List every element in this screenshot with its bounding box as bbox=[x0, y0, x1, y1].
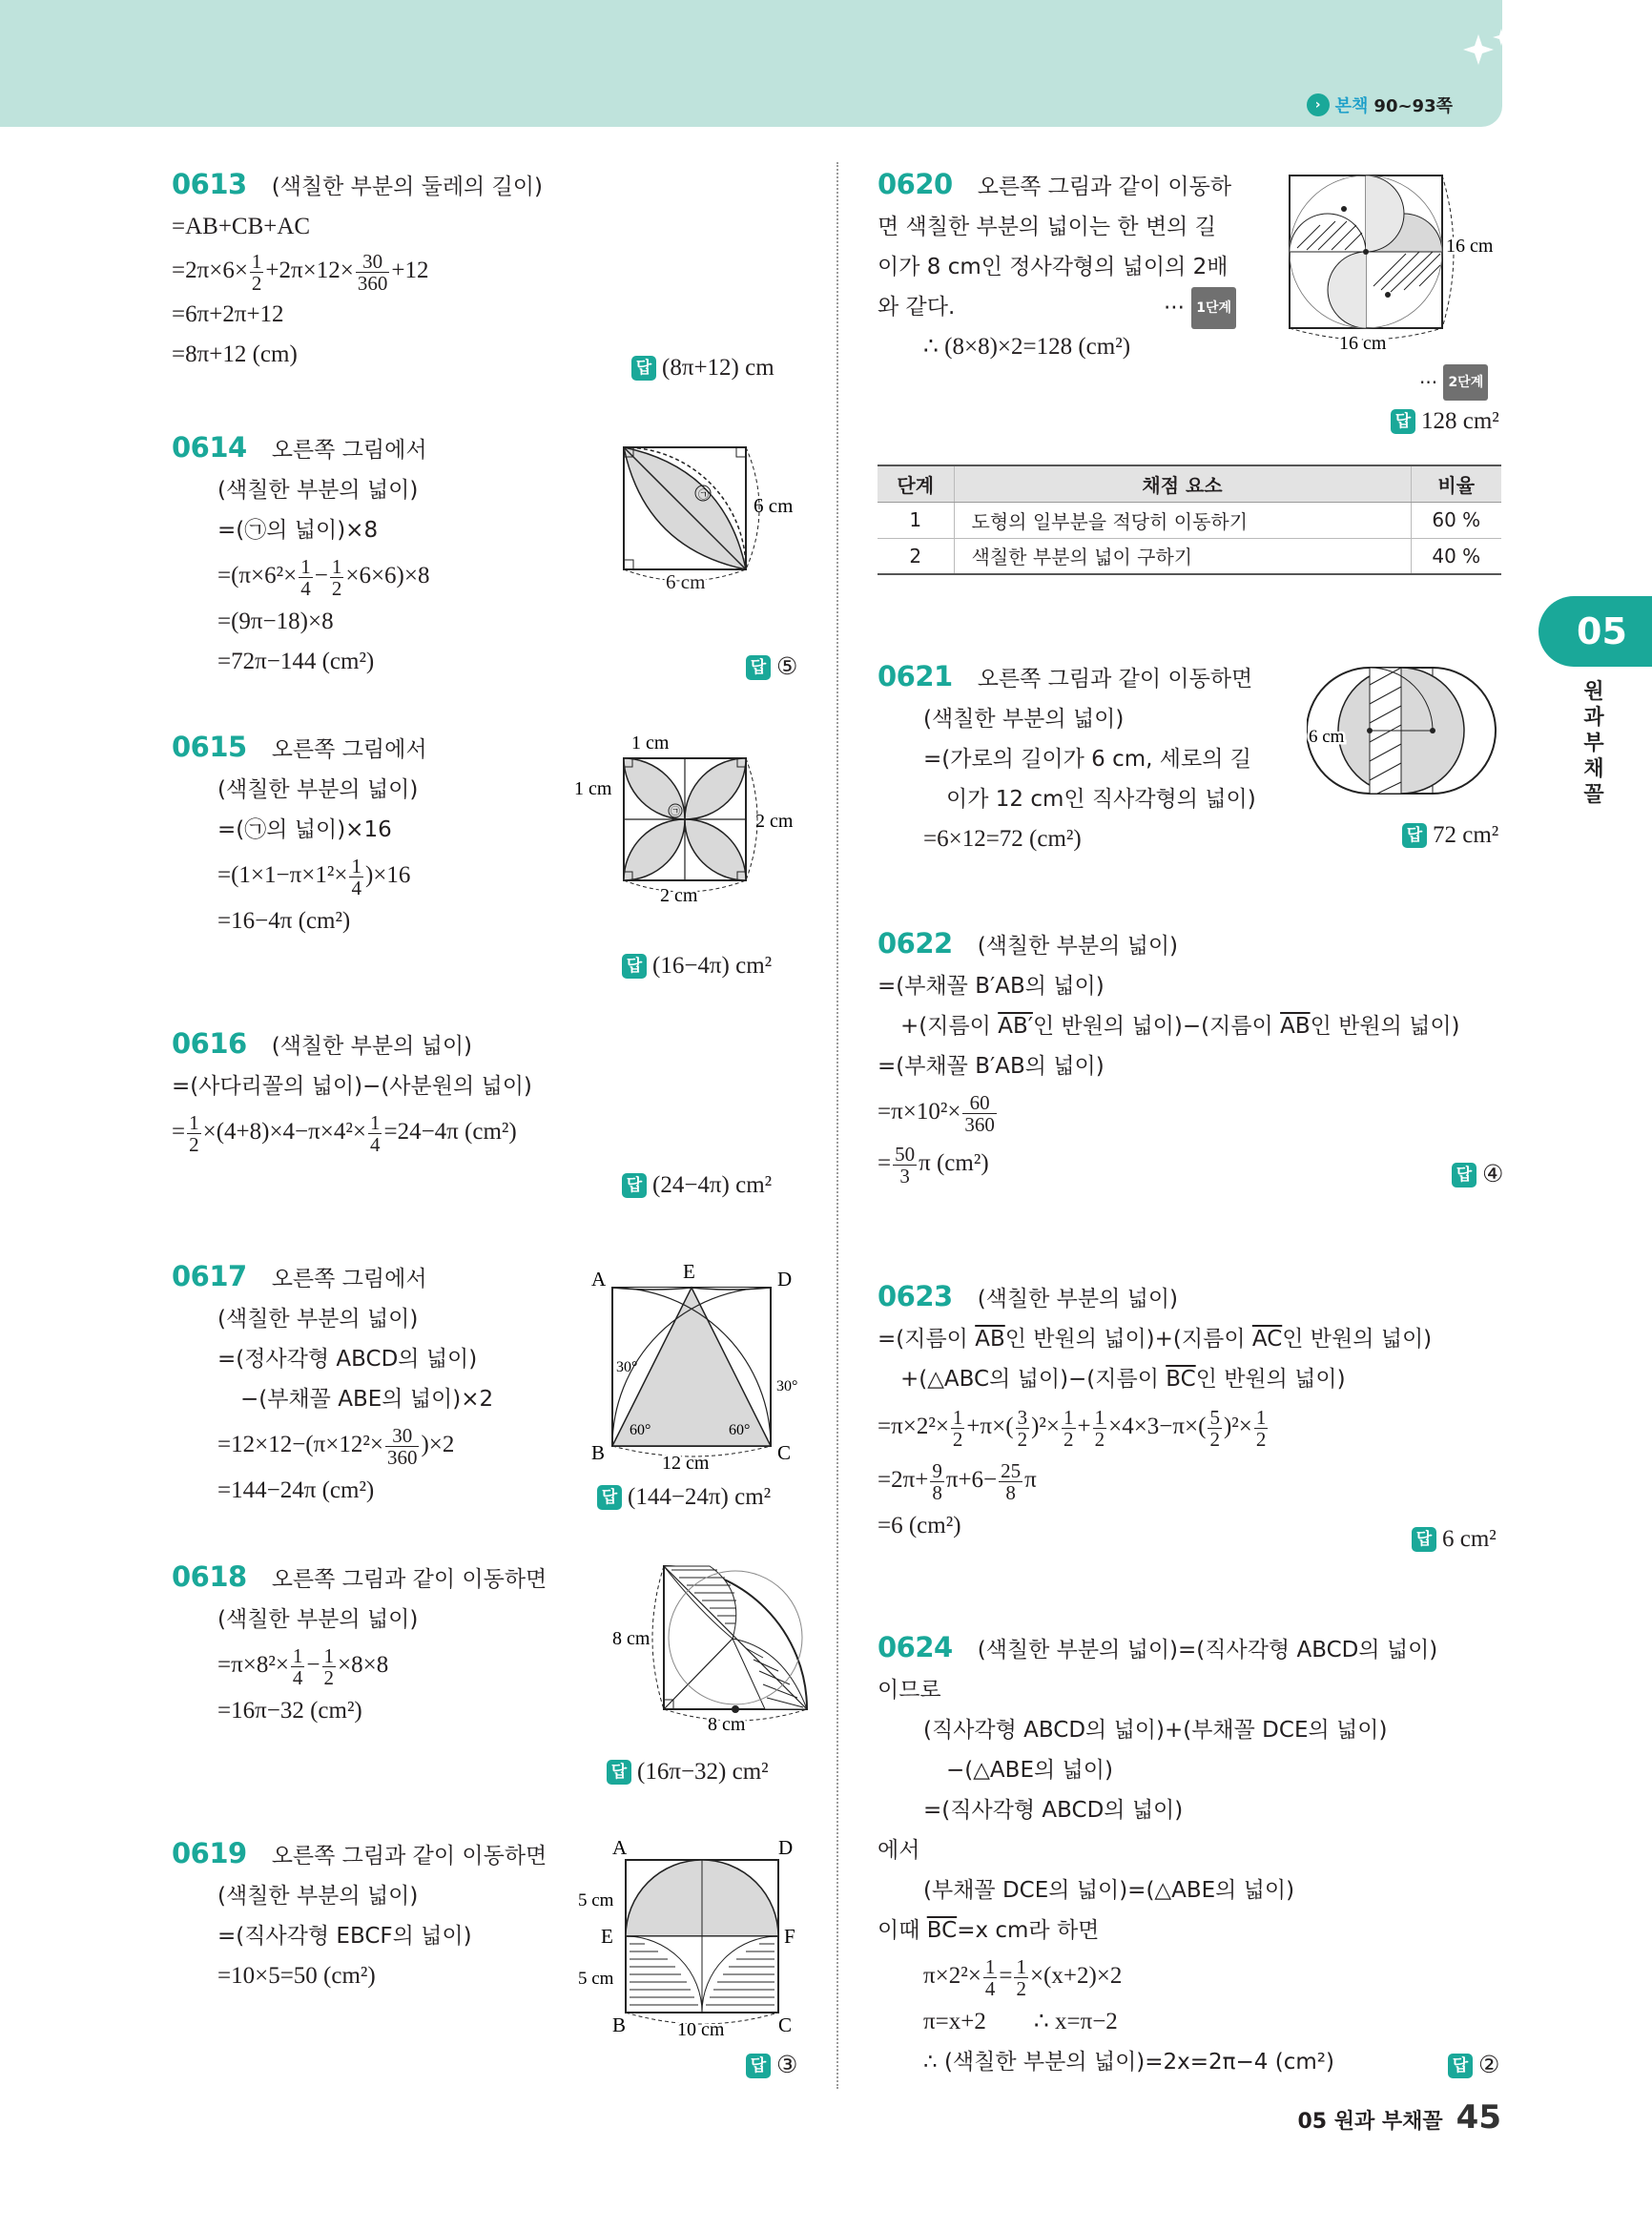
chapter-tab[interactable]: 05 bbox=[1538, 596, 1652, 667]
solution-line: (색칠한 부분의 넓이) bbox=[923, 707, 1125, 732]
solution-line: =(직사각형 EBCF의 넓이) bbox=[217, 1924, 472, 1949]
fraction: $\frac{1}{2}$ bbox=[323, 1643, 335, 1689]
answer-badge: 답 bbox=[746, 655, 771, 680]
solution-line: =12×12−(π×12²× $\frac{30}{360}$ )×2 bbox=[217, 1423, 455, 1469]
problem-0621 bbox=[878, 656, 1256, 859]
answer-badge: 답 bbox=[1448, 2054, 1473, 2078]
table-cell: 40 % bbox=[1411, 538, 1501, 574]
solution-line: −(△ABE의 넓이) bbox=[946, 1758, 1113, 1783]
problem-number: 0616 bbox=[172, 1027, 247, 1060]
table-cell: 색칠한 부분의 넓이 구하기 bbox=[954, 538, 1411, 574]
solution-line: (직사각형 ABCD의 넓이)+(부채꼴 DCE의 넓이) bbox=[923, 1718, 1388, 1743]
chapter-tab-title: 원과 부채꼴 bbox=[1583, 680, 1604, 807]
problem-number: 0622 bbox=[878, 927, 953, 960]
solution-line: =(1×1−π×1²× $\frac{1}{4}$ )×16 bbox=[217, 854, 411, 899]
footer-chapter: 05 원과 부채꼴 bbox=[1297, 2110, 1443, 2134]
solution-line: 오른쪽 그림과 같이 이동하면 bbox=[977, 667, 1253, 692]
answer-badge: 답 bbox=[1402, 823, 1427, 848]
problem-0614 bbox=[172, 427, 429, 682]
problem-0620 bbox=[878, 164, 1231, 367]
solution-line: (색칠한 부분의 넓이) bbox=[271, 1034, 473, 1059]
problem-0624 bbox=[878, 1627, 1437, 2082]
solution-line: =(부채꼴 B′AB의 넓이) bbox=[878, 1054, 1105, 1079]
fraction: $\frac{25}{8}$ bbox=[1001, 1458, 1022, 1504]
problem-number: 0615 bbox=[172, 731, 247, 763]
solution-line: =8π+12 (cm) bbox=[172, 341, 298, 367]
solution-line: =2π×6× $\frac{1}{2}$ +2π×12× $\frac{30}{360}$ +12 bbox=[172, 249, 429, 295]
column-divider bbox=[836, 162, 838, 2089]
solution-line: 이므로 bbox=[878, 1678, 941, 1703]
point-label: A bbox=[591, 1268, 607, 1291]
solution-line: =(가로의 길이가 6 cm, 세로의 길 bbox=[923, 747, 1251, 772]
solution-line: +(△ABC의 넓이)−(지름이 $\overline{BC}$인 반원의 넓이) bbox=[900, 1367, 1346, 1392]
solution-line: 면 색칠한 부분의 넓이는 한 변의 길 bbox=[878, 215, 1216, 239]
point-label: C bbox=[777, 1441, 792, 1464]
solution-line: −(부채꼴 ABE의 넓이)×2 bbox=[240, 1387, 494, 1412]
solution-line: =2π+ $\frac{9}{8}$ π+6− $\frac{25}{8}$ π bbox=[878, 1458, 1037, 1504]
solution-line: (색칠한 부분의 넓이)=(직사각형 ABCD의 넓이) bbox=[977, 1638, 1438, 1662]
solution-line: 오른쪽 그림과 같이 이동하 bbox=[977, 175, 1232, 199]
answer-badge: 답 bbox=[622, 1173, 647, 1198]
solution-line: π=x+2 ∴ x=π−2 bbox=[923, 2009, 1118, 2034]
table-header: 단계 bbox=[878, 465, 954, 502]
problem-0622 bbox=[878, 923, 1460, 1189]
problem-0618 bbox=[172, 1557, 547, 1731]
page-footer bbox=[1297, 2098, 1501, 2137]
solution-line: =π×8²× $\frac{1}{4}$ − $\frac{1}{2}$ ×8×8 bbox=[217, 1643, 389, 1689]
solution-line: =(9π−18)×8 bbox=[217, 609, 334, 634]
problem-0613 bbox=[172, 164, 543, 375]
solution-line: =(㉠의 넓이)×16 bbox=[217, 817, 392, 842]
solution-line: =π×2²× $\frac{1}{2}$ +π×( $\frac{3}{2}$ )²× $\frac{1}{2}$ + $\frac{1}{2}$ ×4×3−π×( $\frac{5}{2}$ )²× $\frac{1}{2}$ bbox=[878, 1405, 1267, 1451]
solution-line: (색칠한 부분의 넓이) bbox=[217, 1884, 419, 1909]
table-cell: 2 bbox=[878, 538, 954, 574]
table-cell: 1 bbox=[878, 502, 954, 538]
table-header-row bbox=[878, 465, 1501, 502]
angle-label: 60° bbox=[729, 1422, 751, 1438]
fraction: $\frac{1}{4}$ bbox=[351, 854, 361, 899]
problem-number: 0621 bbox=[878, 660, 953, 692]
fraction: $\frac{1}{2}$ bbox=[952, 1405, 963, 1451]
solution-line: 이때 $\overline{BC}=x$ cm라 하면 bbox=[878, 1918, 1100, 1943]
fraction: $\frac{1}{2}$ bbox=[251, 249, 262, 295]
fraction: $\frac{1}{2}$ bbox=[1094, 1405, 1105, 1451]
figure-0614 bbox=[610, 434, 820, 606]
answer-0622: 답 ④ bbox=[1452, 1158, 1503, 1192]
point-label: B bbox=[591, 1441, 606, 1464]
point-label: F bbox=[784, 1925, 795, 1948]
solution-line: =6×12=72 (cm²) bbox=[923, 826, 1082, 852]
figure-label: 10 cm bbox=[677, 2019, 725, 2040]
problem-number: 0620 bbox=[878, 168, 953, 200]
figure-label: 6 cm bbox=[666, 570, 706, 593]
fraction: $\frac{1}{2}$ bbox=[1016, 1954, 1026, 2000]
solution-line: =(지름이 $\overline{AB}$인 반원의 넓이)+(지름이 $\overline{AC}$인 반원의 넓이) bbox=[878, 1327, 1433, 1352]
ref-pages: 90~93쪽 bbox=[1373, 96, 1453, 116]
answer-0621: 답 72 cm² bbox=[1402, 818, 1498, 853]
solution-line: 오른쪽 그림과 같이 이동하면 bbox=[271, 1844, 547, 1869]
figure-0618 bbox=[603, 1553, 822, 1734]
figure-0615 bbox=[572, 730, 820, 920]
solution-line: =(부채꼴 B′AB의 넓이) bbox=[878, 974, 1105, 999]
problem-number: 0617 bbox=[172, 1260, 247, 1292]
problem-0619 bbox=[172, 1833, 547, 1996]
solution-line: = $\frac{50}{3}$ π (cm²) bbox=[878, 1142, 989, 1187]
problem-number: 0614 bbox=[172, 431, 247, 464]
solution-line: =16−4π (cm²) bbox=[217, 908, 351, 934]
step-badge: 1단계 bbox=[1191, 287, 1236, 329]
solution-line: ∴ (8×8)×2=128 (cm²) bbox=[923, 334, 1131, 360]
point-label: E bbox=[601, 1925, 613, 1948]
answer-badge: 답 bbox=[1452, 1163, 1476, 1187]
figure-label: 16 cm bbox=[1446, 236, 1494, 257]
answer-0624: 답 ② bbox=[1448, 2049, 1499, 2083]
page-number: 45 bbox=[1456, 2098, 1501, 2137]
grading-table bbox=[878, 465, 1501, 575]
fraction: $\frac{50}{3}$ bbox=[895, 1142, 916, 1187]
problem-number: 0618 bbox=[172, 1560, 247, 1593]
problem-number: 0619 bbox=[172, 1837, 247, 1869]
solution-line: =(정사각형 ABCD의 넓이) bbox=[217, 1347, 478, 1372]
fraction: $\frac{9}{8}$ bbox=[932, 1458, 942, 1504]
solution-line: +(지름이 AB′인 반원의 넓이)−(지름이 $\overline{AB}$인 반원의 넓이) bbox=[900, 1014, 1460, 1039]
answer-0618: 답 (16π−32) cm² bbox=[607, 1755, 769, 1789]
table-cell: 60 % bbox=[1411, 502, 1501, 538]
point-label: B bbox=[612, 2013, 627, 2036]
sparkle-icon bbox=[1459, 25, 1517, 77]
point-label: D bbox=[777, 1268, 793, 1291]
figure-0619 bbox=[572, 1831, 811, 2051]
solution-line: =10×5=50 (cm²) bbox=[217, 1963, 376, 1989]
figure-0620 bbox=[1278, 162, 1507, 362]
figure-label: 5 cm bbox=[578, 1890, 614, 1910]
fraction: $\frac{60}{360}$ bbox=[964, 1090, 995, 1136]
solution-line: =16π−32 (cm²) bbox=[217, 1698, 362, 1724]
fraction: $\frac{1}{2}$ bbox=[1255, 1405, 1267, 1451]
fraction: $\frac{30}{360}$ bbox=[357, 249, 388, 295]
solution-line: (색칠한 부분의 둘레의 길이) bbox=[271, 175, 543, 199]
solution-line: 오른쪽 그림에서 bbox=[271, 737, 427, 762]
point-label: D bbox=[778, 1836, 794, 1859]
fraction: $\frac{1}{4}$ bbox=[369, 1110, 381, 1156]
fraction: $\frac{3}{2}$ bbox=[1017, 1405, 1028, 1451]
answer-badge: 답 bbox=[622, 954, 647, 979]
problem-0623 bbox=[878, 1276, 1432, 1546]
problem-number: 0623 bbox=[878, 1280, 953, 1312]
figure-label: 5 cm bbox=[578, 1969, 614, 1989]
fraction: $\frac{1}{4}$ bbox=[292, 1643, 303, 1689]
figure-label: 16 cm bbox=[1339, 333, 1387, 354]
figure-label: 1 cm bbox=[631, 733, 670, 754]
solution-line: ∴ (색칠한 부분의 넓이)=2x=2π−4 (cm²) bbox=[923, 2050, 1334, 2075]
solution-line: =(π×6²× $\frac{1}{4}$ − $\frac{1}{2}$ ×6×6)×8 bbox=[217, 554, 430, 600]
solution-line: (부채꼴 DCE의 넓이)=(△ABE의 넓이) bbox=[923, 1878, 1295, 1903]
solution-line: (색칠한 부분의 넓이) bbox=[977, 1287, 1179, 1311]
solution-line: =6 (cm²) bbox=[878, 1513, 961, 1538]
point-label: E bbox=[683, 1260, 695, 1283]
fraction: $\frac{30}{360}$ bbox=[386, 1423, 418, 1469]
solution-line: =144−24π (cm²) bbox=[217, 1477, 375, 1503]
figure-label: 12 cm bbox=[662, 1453, 710, 1474]
table-row bbox=[878, 538, 1501, 574]
figure-label: 2 cm bbox=[755, 811, 794, 832]
solution-line: = $\frac{1}{2}$ ×(4+8)×4−π×4²× $\frac{1}{4}$ =24−4π (cm²) bbox=[172, 1110, 517, 1156]
solution-line: (색칠한 부분의 넓이) bbox=[217, 478, 419, 503]
solution-line: π×2²× $\frac{1}{4}$ = $\frac{1}{2}$ ×(x+2)×2 bbox=[923, 1954, 1123, 2000]
solution-line: 오른쪽 그림에서 bbox=[271, 438, 427, 463]
figure-mark: ㉠ bbox=[698, 488, 709, 501]
problem-0616 bbox=[172, 1023, 532, 1158]
answer-0614: 답 ⑤ bbox=[746, 650, 797, 685]
page-reference bbox=[1307, 93, 1453, 117]
answer-0619: 답 ③ bbox=[746, 2049, 797, 2083]
solution-line: 이가 12 cm인 직사각형의 넓이) bbox=[946, 787, 1256, 812]
problem-number: 0613 bbox=[172, 168, 247, 200]
solution-line: =(㉠의 넓이)×8 bbox=[217, 518, 379, 543]
answer-badge: 답 bbox=[631, 356, 656, 381]
figure-label: 1 cm bbox=[574, 778, 612, 799]
angle-label: 30° bbox=[776, 1378, 798, 1394]
fraction: $\frac{1}{2}$ bbox=[331, 554, 342, 600]
solution-line: (색칠한 부분의 넓이) bbox=[217, 777, 419, 802]
solution-line: (색칠한 부분의 넓이) bbox=[217, 1307, 419, 1332]
problem-0615 bbox=[172, 727, 427, 941]
problem-0617 bbox=[172, 1256, 493, 1511]
angle-label: 30° bbox=[616, 1359, 638, 1375]
answer-badge: 답 bbox=[607, 1760, 631, 1785]
figure-mark: ㉠ bbox=[671, 807, 680, 817]
figure-label: 6 cm bbox=[1309, 727, 1345, 747]
table-row bbox=[878, 502, 1501, 538]
angle-label: 60° bbox=[630, 1422, 651, 1438]
solution-line: (색칠한 부분의 넓이) bbox=[217, 1607, 419, 1632]
solution-line: 이가 8 cm인 정사각형의 넓이의 2배 bbox=[878, 255, 1229, 279]
figure-label: 6 cm bbox=[754, 494, 794, 517]
answer-badge: 답 bbox=[1391, 409, 1415, 434]
solution-line: =(직사각형 ABCD의 넓이) bbox=[923, 1798, 1184, 1823]
fraction: $\frac{1}{2}$ bbox=[189, 1110, 199, 1156]
table-cell: 도형의 일부분을 적당히 이동하기 bbox=[954, 502, 1411, 538]
point-label: C bbox=[778, 2013, 793, 2036]
solution-line: 와 같다. ··· 1단계 bbox=[878, 287, 1231, 327]
problem-number: 0624 bbox=[878, 1631, 953, 1663]
answer-0616: 답 (24−4π) cm² bbox=[622, 1168, 772, 1203]
fraction: $\frac{5}{2}$ bbox=[1209, 1405, 1220, 1451]
solution-line: =AB+CB+AC bbox=[172, 214, 311, 239]
solution-line: (색칠한 부분의 넓이) bbox=[977, 934, 1179, 959]
fraction: $\frac{1}{4}$ bbox=[984, 1954, 996, 2000]
answer-0620: 답 128 cm² bbox=[1391, 404, 1499, 439]
fraction: $\frac{1}{2}$ bbox=[1063, 1405, 1074, 1451]
solution-line: 에서 bbox=[878, 1838, 920, 1863]
solution-line: =π×10²× $\frac{60}{360}$ bbox=[878, 1090, 995, 1136]
solution-line: =72π−144 (cm²) bbox=[217, 649, 375, 674]
chevron-right-icon: › bbox=[1307, 93, 1330, 116]
answer-badge: 답 bbox=[1412, 1527, 1436, 1552]
answer-0613: 답 (8π+12) cm bbox=[631, 351, 774, 385]
step-2-marker: ··· 2단계 bbox=[1419, 364, 1488, 401]
answer-0617: 답 (144−24π) cm² bbox=[597, 1480, 771, 1515]
solution-line: =(사다리꼴의 넓이)−(사분원의 넓이) bbox=[172, 1074, 532, 1099]
figure-0621 bbox=[1307, 660, 1507, 803]
solution-line: 오른쪽 그림과 같이 이동하면 bbox=[271, 1567, 547, 1592]
header-band bbox=[0, 0, 1502, 127]
figure-0617 bbox=[582, 1257, 811, 1476]
solution-line: =6π+2π+12 bbox=[172, 301, 284, 327]
figure-label: 2 cm bbox=[660, 885, 698, 906]
answer-badge: 답 bbox=[746, 2054, 771, 2078]
ref-label: 본책 bbox=[1334, 96, 1369, 116]
answer-badge: 답 bbox=[597, 1485, 622, 1510]
step-badge: 2단계 bbox=[1443, 364, 1488, 401]
point-label: A bbox=[612, 1836, 628, 1859]
answer-0615: 답 (16−4π) cm² bbox=[622, 949, 772, 983]
answer-0623: 답 6 cm² bbox=[1412, 1522, 1497, 1557]
figure-label: 8 cm bbox=[708, 1714, 746, 1734]
table-header: 채점 요소 bbox=[954, 465, 1411, 502]
fraction: $\frac{1}{4}$ bbox=[300, 554, 311, 600]
figure-label: 8 cm bbox=[612, 1628, 650, 1649]
solution-line: 오른쪽 그림에서 bbox=[271, 1267, 427, 1291]
table-header: 비율 bbox=[1411, 465, 1501, 502]
